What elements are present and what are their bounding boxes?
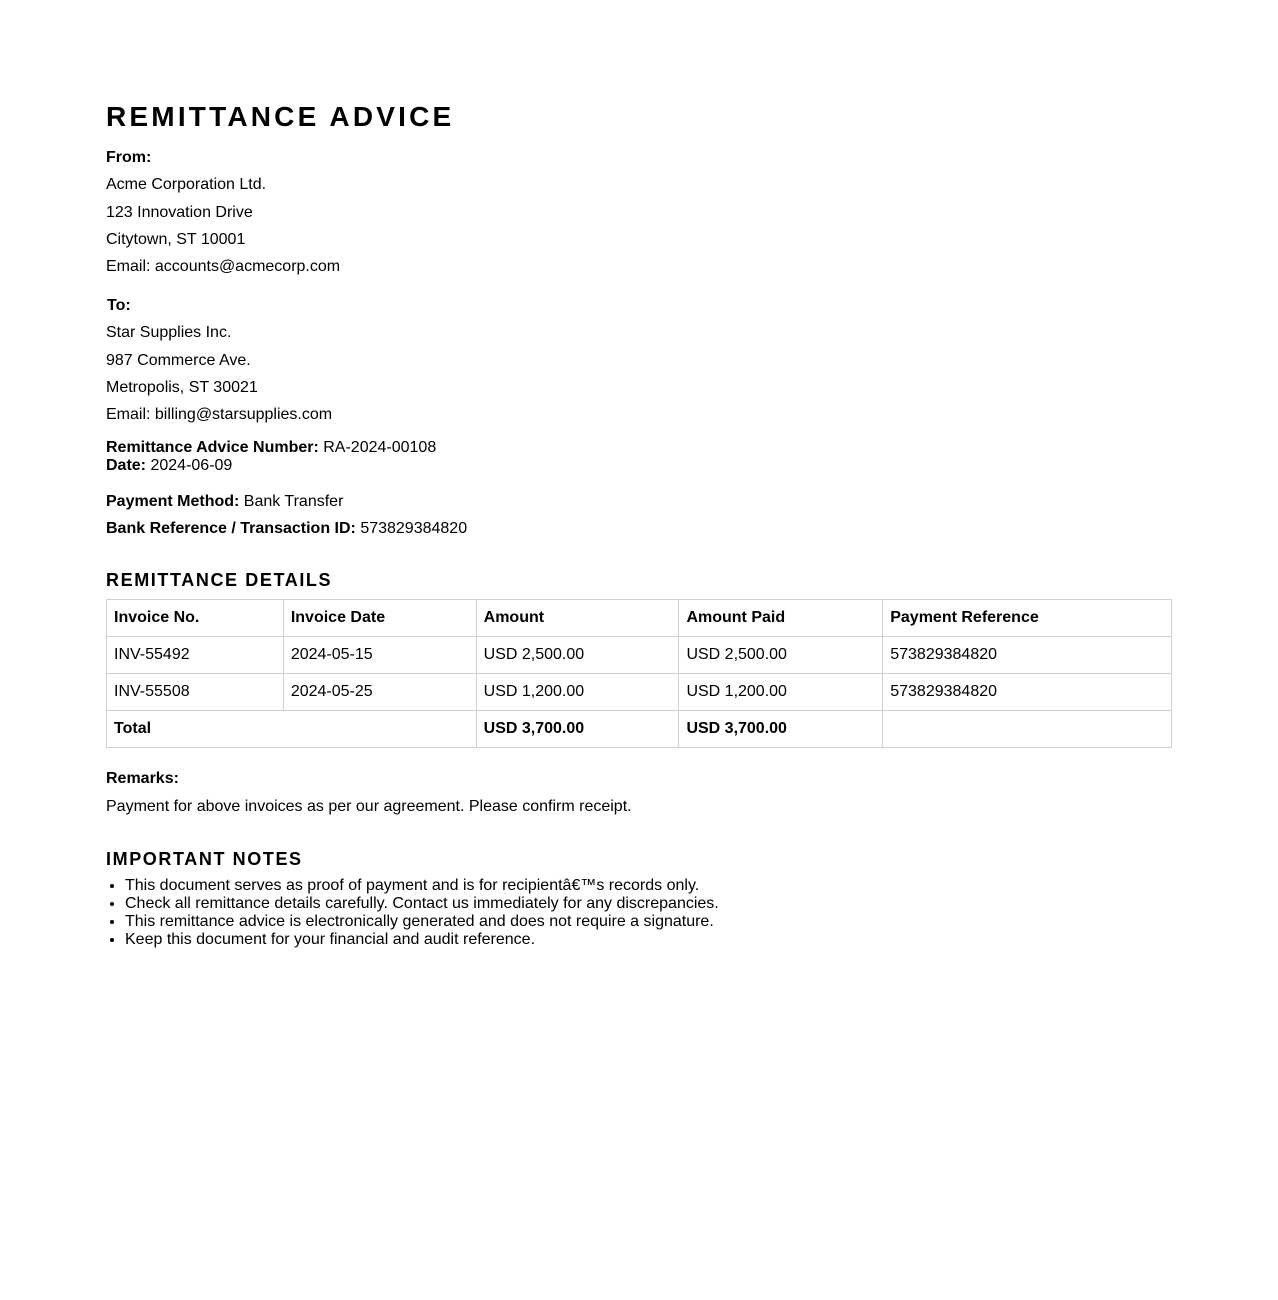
list-item: • This remittance advice is electronically generated and does not require a signature.: [125, 913, 719, 931]
advice-date-line: [106, 457, 436, 475]
to-street: 987 Commerce Ave.: [106, 351, 251, 369]
table-header-row: [107, 600, 1172, 637]
column-header-payment-reference: Payment Reference: [883, 600, 1172, 637]
to-address-block: [107, 292, 332, 428]
payment-info: [106, 488, 467, 542]
column-header-amount-paid: Amount Paid: [679, 600, 883, 637]
from-address-block: [106, 144, 340, 280]
payment-method-line: [106, 488, 467, 515]
list-item: • Check all remittance details carefully. Contact us immediately for any discrepancies.: [125, 895, 719, 913]
document-title: REMITTANCE ADVICE: [106, 101, 455, 132]
table-row: [107, 674, 1172, 711]
transaction-id-line: [106, 515, 467, 542]
to-city: Metropolis, ST 30021: [106, 378, 258, 396]
to-label: To:: [107, 297, 131, 314]
column-header-invoice-no: Invoice No.: [107, 600, 284, 637]
advice-number-label: Remittance Advice Number:: [106, 439, 319, 456]
payment-method-value: Bank Transfer: [243, 493, 344, 510]
total-amount-cell: USD 3,700.00: [476, 711, 679, 748]
total-reference-cell: [883, 711, 1172, 748]
advice-number-value: RA-2024-00108: [323, 439, 437, 456]
important-notes-heading: IMPORTANT NOTES: [106, 849, 303, 869]
column-header-invoice-date: Invoice Date: [283, 600, 476, 637]
total-amount-paid-cell: USD 3,700.00: [679, 711, 883, 748]
important-notes-list: [106, 877, 719, 949]
table-row: [107, 637, 1172, 674]
column-header-amount: Amount: [476, 600, 679, 637]
remittance-details-table: [106, 599, 1172, 748]
to-email: Email: billing@starsupplies.com: [106, 406, 333, 424]
advice-number-line: [106, 439, 436, 457]
advice-date-value: 2024-06-09: [150, 457, 233, 474]
list-item: • Keep this document for your financial and audit reference.: [125, 931, 719, 949]
invoice-date-cell: 2024-05-15: [283, 637, 476, 674]
from-email: Email: accounts@acmecorp.com: [106, 258, 341, 276]
invoice-no-cell: INV-55508: [107, 674, 284, 711]
from-street: 123 Innovation Drive: [106, 203, 253, 221]
remarks-label: Remarks:: [106, 770, 179, 787]
total-label-cell: Total: [107, 711, 477, 748]
transaction-id-value: 573829384820: [360, 520, 468, 537]
payment-reference-cell: 573829384820: [883, 637, 1172, 674]
amount-cell: USD 2,500.00: [476, 637, 679, 674]
payment-reference-cell: 573829384820: [883, 674, 1172, 711]
table-total-row: [107, 711, 1172, 748]
list-item: • This document serves as proof of payment and is for recipientâ€™s records only.: [125, 877, 719, 895]
remittance-details-heading: REMITTANCE DETAILS: [106, 570, 333, 590]
invoice-no-cell: INV-55492: [107, 637, 284, 674]
from-label: From:: [106, 149, 152, 166]
advice-date-label: Date:: [106, 457, 147, 474]
remarks-text: Payment for above invoices as per our agreement. Please confirm receipt.: [106, 798, 632, 815]
amount-cell: USD 1,200.00: [476, 674, 679, 711]
transaction-id-label: Bank Reference / Transaction ID:: [106, 520, 356, 537]
invoice-date-cell: 2024-05-25: [283, 674, 476, 711]
from-company-name: Acme Corporation Ltd.: [106, 176, 267, 194]
from-city: Citytown, ST 10001: [106, 230, 246, 248]
to-company-name: Star Supplies Inc.: [106, 324, 232, 342]
amount-paid-cell: USD 1,200.00: [679, 674, 883, 711]
advice-meta: [106, 439, 436, 475]
payment-method-label: Payment Method:: [106, 493, 240, 510]
amount-paid-cell: USD 2,500.00: [679, 637, 883, 674]
